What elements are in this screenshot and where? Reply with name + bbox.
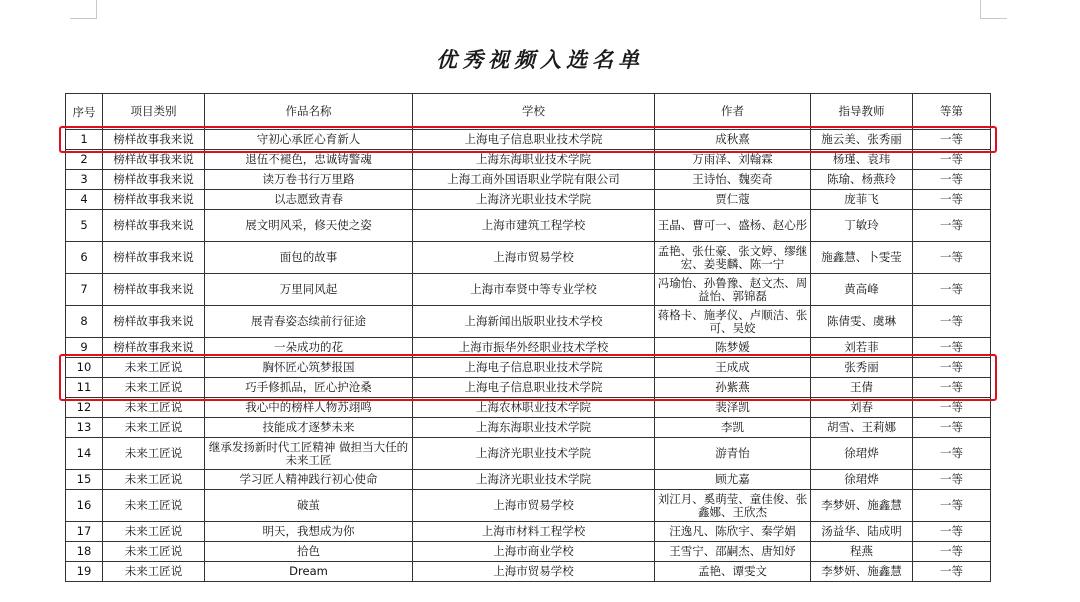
cell-author: 汪逸凡、陈欣宇、秦学娟 <box>655 522 811 542</box>
cell-category: 未来工匠说 <box>103 378 205 398</box>
cell-grade: 一等 <box>913 306 991 338</box>
header-school: 学校 <box>413 94 655 130</box>
cell-work: 退伍不褪色，忠诚铸警魂 <box>205 150 413 170</box>
cell-author: 孟艳、谭雯文 <box>655 562 811 582</box>
cell-school: 上海农林职业技术学院 <box>413 398 655 418</box>
header-category: 项目类别 <box>103 94 205 130</box>
cell-teacher: 庞菲飞 <box>811 190 913 210</box>
cell-author: 冯瑜怡、孙鲁豫、赵文杰、周益怡、郭锦磊 <box>655 274 811 306</box>
cell-category: 未来工匠说 <box>103 418 205 438</box>
cell-no: 11 <box>66 378 103 398</box>
cell-school: 上海济光职业技术学院 <box>413 470 655 490</box>
table-row <box>66 242 991 274</box>
header-author: 作者 <box>655 94 811 130</box>
cell-teacher: 丁敏玲 <box>811 210 913 242</box>
cell-work: 巧手修抓品，匠心护沧桑 <box>205 378 413 398</box>
cell-teacher: 徐珺烨 <box>811 470 913 490</box>
cell-author: 成秋熹 <box>655 130 811 150</box>
nominee-table <box>65 93 991 582</box>
cell-no: 6 <box>66 242 103 274</box>
cell-school: 上海工商外国语职业学院有限公司 <box>413 170 655 190</box>
cell-no: 16 <box>66 490 103 522</box>
cell-author: 王晶、曹可一、盛杨、赵心彤 <box>655 210 811 242</box>
cell-grade: 一等 <box>913 490 991 522</box>
cell-work: 胸怀匠心筑梦报国 <box>205 358 413 378</box>
cell-grade: 一等 <box>913 210 991 242</box>
cell-author: 孙紫燕 <box>655 378 811 398</box>
cell-grade: 一等 <box>913 522 991 542</box>
cell-author: 王成成 <box>655 358 811 378</box>
cell-teacher: 杨瑾、袁玮 <box>811 150 913 170</box>
table-row <box>66 274 991 306</box>
cell-grade: 一等 <box>913 190 991 210</box>
table-row <box>66 170 991 190</box>
cell-grade: 一等 <box>913 562 991 582</box>
cell-author: 孟艳、张仕豪、张文婷、缪继宏、姜斐麟、陈一宁 <box>655 242 811 274</box>
cell-school: 上海市贸易学校 <box>413 490 655 522</box>
cell-teacher: 胡雪、王莉娜 <box>811 418 913 438</box>
cell-grade: 一等 <box>913 470 991 490</box>
cell-school: 上海市奉贤中等专业学校 <box>413 274 655 306</box>
cell-no: 18 <box>66 542 103 562</box>
cell-author: 裴泽凯 <box>655 398 811 418</box>
cell-school: 上海电子信息职业技术学院 <box>413 358 655 378</box>
table-row <box>66 338 991 358</box>
document-title: 优秀视频入选名单 <box>436 47 644 72</box>
table-row <box>66 398 991 418</box>
header-work: 作品名称 <box>205 94 413 130</box>
cell-school: 上海济光职业技术学院 <box>413 438 655 470</box>
cell-work: 破茧 <box>205 490 413 522</box>
cell-work: 技能成才逐梦未来 <box>205 418 413 438</box>
cell-grade: 一等 <box>913 398 991 418</box>
cell-teacher: 李梦妍、施鑫慧 <box>811 490 913 522</box>
page-corner-mark-left <box>70 0 97 19</box>
table-row <box>66 470 991 490</box>
cell-work: 守初心承匠心育新人 <box>205 130 413 150</box>
table-body <box>66 130 991 582</box>
page-corner-mark-right <box>980 0 1007 19</box>
cell-category: 未来工匠说 <box>103 398 205 418</box>
cell-category: 未来工匠说 <box>103 438 205 470</box>
cell-work: 明天，我想成为你 <box>205 522 413 542</box>
cell-school: 上海电子信息职业技术学院 <box>413 378 655 398</box>
cell-teacher: 刘若菲 <box>811 338 913 358</box>
cell-category: 未来工匠说 <box>103 542 205 562</box>
cell-no: 15 <box>66 470 103 490</box>
cell-work: 读万卷书行万里路 <box>205 170 413 190</box>
cell-category: 未来工匠说 <box>103 490 205 522</box>
cell-no: 7 <box>66 274 103 306</box>
header-teacher: 指导教师 <box>811 94 913 130</box>
cell-school: 上海东海职业技术学院 <box>413 418 655 438</box>
cell-teacher: 张秀丽 <box>811 358 913 378</box>
cell-grade: 一等 <box>913 170 991 190</box>
cell-teacher: 汤益华、陆成明 <box>811 522 913 542</box>
cell-teacher: 施鑫慧、卜雯莹 <box>811 242 913 274</box>
cell-school: 上海济光职业技术学院 <box>413 190 655 210</box>
cell-work: 展青春姿态续前行征途 <box>205 306 413 338</box>
cell-work: 展文明风采，修天使之姿 <box>205 210 413 242</box>
cell-teacher: 王倩 <box>811 378 913 398</box>
cell-author: 刘江月、奚萌莹、童佳俊、张鑫娜、王欣杰 <box>655 490 811 522</box>
cell-no: 2 <box>66 150 103 170</box>
cell-no: 8 <box>66 306 103 338</box>
cell-grade: 一等 <box>913 378 991 398</box>
cell-no: 3 <box>66 170 103 190</box>
cell-work: 拾色 <box>205 542 413 562</box>
cell-school: 上海新闻出版职业技术学校 <box>413 306 655 338</box>
cell-grade: 一等 <box>913 242 991 274</box>
table-row <box>66 490 991 522</box>
cell-teacher: 李梦妍、施鑫慧 <box>811 562 913 582</box>
cell-no: 14 <box>66 438 103 470</box>
table-row <box>66 358 991 378</box>
cell-grade: 一等 <box>913 418 991 438</box>
header-seq: 序号 <box>66 94 103 130</box>
cell-no: 13 <box>66 418 103 438</box>
cell-work: 继承发扬新时代工匠精神 做担当大任的未来工匠 <box>205 438 413 470</box>
cell-school: 上海电子信息职业技术学院 <box>413 130 655 150</box>
cell-school: 上海市贸易学校 <box>413 242 655 274</box>
table-row <box>66 418 991 438</box>
cell-school: 上海东海职业技术学院 <box>413 150 655 170</box>
cell-author: 王雪宁、邵嗣杰、唐知妤 <box>655 542 811 562</box>
table-row <box>66 130 991 150</box>
table-row <box>66 542 991 562</box>
cell-grade: 一等 <box>913 338 991 358</box>
cell-work: 学习匠人精神践行初心使命 <box>205 470 413 490</box>
cell-no: 4 <box>66 190 103 210</box>
table-row <box>66 438 991 470</box>
cell-author: 李凯 <box>655 418 811 438</box>
table-row <box>66 306 991 338</box>
cell-no: 12 <box>66 398 103 418</box>
header-grade: 等第 <box>913 94 991 130</box>
cell-teacher: 陈倩雯、虞琳 <box>811 306 913 338</box>
cell-work: 一朵成功的花 <box>205 338 413 358</box>
cell-grade: 一等 <box>913 150 991 170</box>
cell-work: 以志愿致青春 <box>205 190 413 210</box>
cell-teacher: 施云美、张秀丽 <box>811 130 913 150</box>
table-row <box>66 378 991 398</box>
cell-grade: 一等 <box>913 542 991 562</box>
cell-category: 榜样故事我来说 <box>103 242 205 274</box>
cell-school: 上海市材料工程学校 <box>413 522 655 542</box>
cell-grade: 一等 <box>913 130 991 150</box>
cell-category: 未来工匠说 <box>103 562 205 582</box>
cell-author: 游青怡 <box>655 438 811 470</box>
cell-grade: 一等 <box>913 438 991 470</box>
table-row <box>66 150 991 170</box>
cell-author: 王诗怡、魏奕奇 <box>655 170 811 190</box>
cell-school: 上海市商业学校 <box>413 542 655 562</box>
cell-grade: 一等 <box>913 274 991 306</box>
cell-no: 5 <box>66 210 103 242</box>
cell-teacher: 刘春 <box>811 398 913 418</box>
cell-category: 榜样故事我来说 <box>103 150 205 170</box>
cell-teacher: 徐珺烨 <box>811 438 913 470</box>
cell-teacher: 陈瑜、杨燕玲 <box>811 170 913 190</box>
cell-author: 顾尤嘉 <box>655 470 811 490</box>
cell-category: 未来工匠说 <box>103 522 205 542</box>
cell-grade: 一等 <box>913 358 991 378</box>
cell-school: 上海市建筑工程学校 <box>413 210 655 242</box>
cell-work: 万里同风起 <box>205 274 413 306</box>
cell-category: 未来工匠说 <box>103 358 205 378</box>
table-row <box>66 210 991 242</box>
cell-work: 面包的故事 <box>205 242 413 274</box>
table-row <box>66 522 991 542</box>
cell-no: 17 <box>66 522 103 542</box>
cell-category: 榜样故事我来说 <box>103 190 205 210</box>
cell-school: 上海市振华外经职业技术学校 <box>413 338 655 358</box>
cell-category: 榜样故事我来说 <box>103 274 205 306</box>
cell-work: Dream <box>205 562 413 582</box>
cell-teacher: 黄高峰 <box>811 274 913 306</box>
cell-author: 陈梦媛 <box>655 338 811 358</box>
cell-no: 1 <box>66 130 103 150</box>
cell-no: 19 <box>66 562 103 582</box>
table-header-row <box>66 94 991 130</box>
cell-no: 10 <box>66 358 103 378</box>
cell-category: 榜样故事我来说 <box>103 338 205 358</box>
cell-author: 蒋格卡、施孝仪、卢顺洁、张可、吴姣 <box>655 306 811 338</box>
cell-teacher: 程燕 <box>811 542 913 562</box>
cell-author: 万雨泽、刘翰霖 <box>655 150 811 170</box>
cell-work: 我心中的榜样人物苏翊鸣 <box>205 398 413 418</box>
cell-category: 未来工匠说 <box>103 470 205 490</box>
cell-category: 榜样故事我来说 <box>103 170 205 190</box>
cell-author: 贾仁蔻 <box>655 190 811 210</box>
table-row <box>66 562 991 582</box>
cell-no: 9 <box>66 338 103 358</box>
cell-category: 榜样故事我来说 <box>103 306 205 338</box>
cell-category: 榜样故事我来说 <box>103 210 205 242</box>
cell-category: 榜样故事我来说 <box>103 130 205 150</box>
cell-school: 上海市贸易学校 <box>413 562 655 582</box>
table-row <box>66 190 991 210</box>
